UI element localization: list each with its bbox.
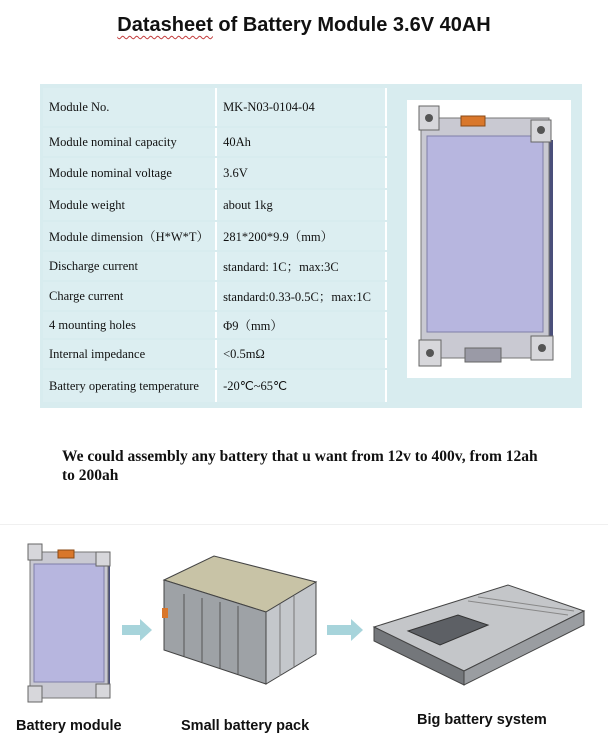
module-photo (407, 100, 571, 378)
spec-label: Charge current (43, 282, 217, 310)
battery-module-image (407, 100, 571, 378)
spec-value: 40Ah (217, 128, 387, 156)
title-prefix: Datasheet (117, 14, 213, 36)
table-row (43, 190, 387, 220)
battery-system-image (368, 571, 590, 689)
table-row (43, 312, 387, 338)
divider (0, 524, 608, 525)
page-title (0, 14, 608, 37)
spec-label: Battery operating temperature (43, 370, 217, 402)
caption-small-pack: Small battery pack (181, 718, 310, 734)
caption-battery-module: Battery module (16, 718, 122, 734)
battery-module-image (22, 540, 120, 708)
spec-value: -20℃~65℃ (217, 370, 387, 402)
spec-label: Internal impedance (43, 340, 217, 368)
arrow-right-icon (122, 619, 152, 641)
spec-label: Module nominal voltage (43, 158, 217, 188)
spec-value: 281*200*9.9（mm） (217, 222, 387, 250)
arrow-right-icon (327, 619, 363, 641)
battery-pack-image (154, 552, 322, 694)
table-row (43, 340, 387, 368)
table-row (43, 88, 387, 126)
spec-label: Module weight (43, 190, 217, 220)
spec-value: about 1kg (217, 190, 387, 220)
spec-value: <0.5mΩ (217, 340, 387, 368)
caption-big-system: Big battery system (417, 712, 547, 728)
table-row (43, 128, 387, 156)
spec-value: 3.6V (217, 158, 387, 188)
assembly-note: We could assembly any battery that u want from 12v to 400v, from 12ah to 200ah (62, 448, 538, 484)
table-row (43, 252, 387, 280)
table-row (43, 158, 387, 188)
spec-label: Discharge current (43, 252, 217, 280)
table-row (43, 222, 387, 250)
spec-value: standard:0.33-0.5C；max:1C (217, 282, 387, 310)
spec-table (43, 86, 387, 404)
spec-label: Module nominal capacity (43, 128, 217, 156)
table-row (43, 370, 387, 402)
spec-value: Φ9（mm） (217, 312, 387, 338)
spec-value: MK-N03-0104-04 (217, 88, 387, 126)
spec-value: standard: 1C；max:3C (217, 252, 387, 280)
spec-label: Module No. (43, 88, 217, 126)
spec-label: 4 mounting holes (43, 312, 217, 338)
spec-label: Module dimension（H*W*T） (43, 222, 217, 250)
title-rest: of Battery Module 3.6V 40AH (212, 14, 491, 36)
table-row (43, 282, 387, 310)
